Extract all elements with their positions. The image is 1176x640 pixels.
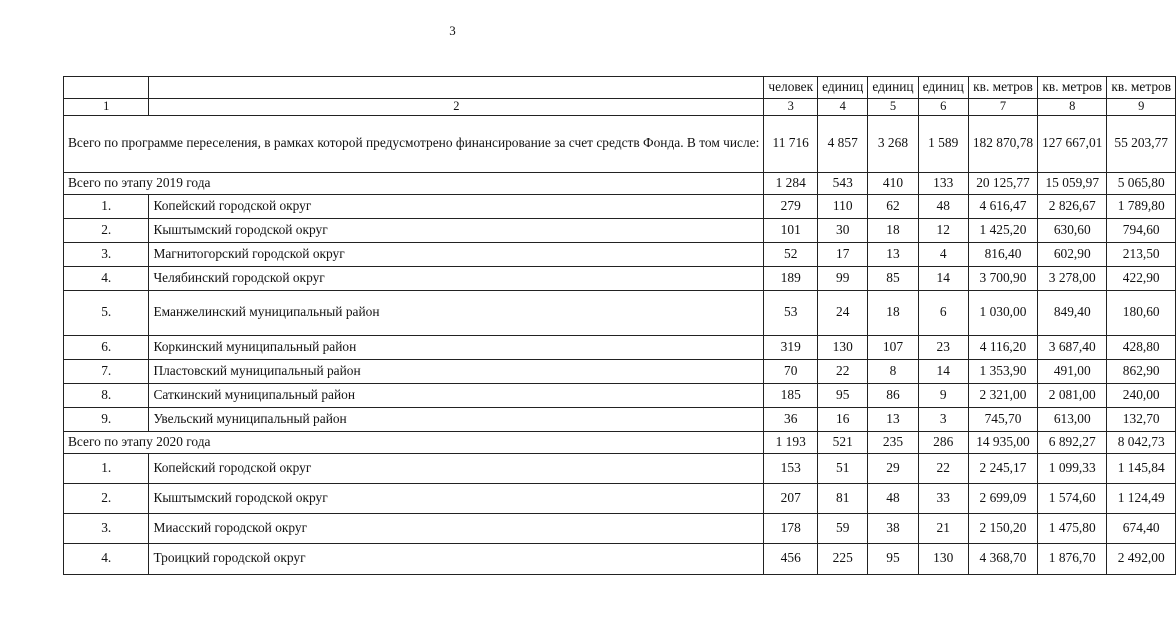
stage-value-cell: 133	[918, 172, 968, 194]
row-value-cell: 1 574,60	[1038, 483, 1107, 513]
stage-value-cell: 5 065,80	[1107, 172, 1176, 194]
units-header-row	[64, 77, 1176, 99]
row-value-cell: 130	[918, 543, 968, 574]
row-value-cell: 38	[868, 513, 918, 543]
row-number-cell: 8.	[64, 383, 149, 407]
row-value-cell: 185	[764, 383, 818, 407]
column-number-cell: 3	[764, 99, 818, 116]
row-value-cell: 794,60	[1107, 218, 1176, 242]
row-value-cell: 1 030,00	[968, 290, 1037, 335]
row-value-cell: 491,00	[1038, 359, 1107, 383]
page-number: 3	[449, 23, 456, 38]
row-value-cell: 13	[868, 242, 918, 266]
column-numbers-row	[64, 99, 1176, 116]
row-value-cell: 12	[918, 218, 968, 242]
row-value-cell: 1 425,20	[968, 218, 1037, 242]
municipality-name-cell: Пластовский муниципальный район	[149, 359, 764, 383]
stage-value-cell: 521	[818, 431, 868, 453]
row-value-cell: 16	[818, 407, 868, 431]
table-row	[64, 383, 1176, 407]
row-value-cell: 14	[918, 359, 968, 383]
municipality-name-cell: Копейский городской округ	[149, 194, 764, 218]
row-value-cell: 1 099,33	[1038, 453, 1107, 483]
column-number-cell: 4	[818, 99, 868, 116]
table-row	[64, 335, 1176, 359]
municipality-name-cell: Саткинский муниципальный район	[149, 383, 764, 407]
row-number-cell: 5.	[64, 290, 149, 335]
row-value-cell: 4 368,70	[968, 543, 1037, 574]
table-row	[64, 543, 1176, 574]
row-value-cell: 3 687,40	[1038, 335, 1107, 359]
table-row	[64, 194, 1176, 218]
table-row	[64, 407, 1176, 431]
row-value-cell: 86	[868, 383, 918, 407]
row-value-cell: 2 492,00	[1107, 543, 1176, 574]
row-value-cell: 70	[764, 359, 818, 383]
row-number-cell: 7.	[64, 359, 149, 383]
column-number-cell: 2	[149, 99, 764, 116]
row-value-cell: 3 278,00	[1038, 266, 1107, 290]
row-number-cell: 3.	[64, 513, 149, 543]
row-number-cell: 9.	[64, 407, 149, 431]
unit-header-cell: кв. метров	[1038, 77, 1107, 99]
row-value-cell: 602,90	[1038, 242, 1107, 266]
row-value-cell: 674,40	[1107, 513, 1176, 543]
row-value-cell: 2 321,00	[968, 383, 1037, 407]
row-value-cell: 2 826,67	[1038, 194, 1107, 218]
row-value-cell: 178	[764, 513, 818, 543]
stage-value-cell: 20 125,77	[968, 172, 1037, 194]
row-number-cell: 3.	[64, 242, 149, 266]
row-value-cell: 2 245,17	[968, 453, 1037, 483]
row-value-cell: 51	[818, 453, 868, 483]
row-value-cell: 1 353,90	[968, 359, 1037, 383]
unit-header-cell: единиц	[918, 77, 968, 99]
stage-label: Всего по этапу 2020 года	[64, 431, 764, 453]
municipality-name-cell: Магнитогорский городской округ	[149, 242, 764, 266]
table-row	[64, 453, 1176, 483]
column-number-cell: 1	[64, 99, 149, 116]
table-row	[64, 290, 1176, 335]
municipality-name-cell: Копейский городской округ	[149, 453, 764, 483]
row-value-cell: 240,00	[1107, 383, 1176, 407]
row-value-cell: 95	[818, 383, 868, 407]
row-value-cell: 630,60	[1038, 218, 1107, 242]
stage-value-cell: 286	[918, 431, 968, 453]
total-value-cell: 3 268	[868, 115, 918, 172]
row-value-cell: 2 699,09	[968, 483, 1037, 513]
row-value-cell: 18	[868, 218, 918, 242]
row-value-cell: 132,70	[1107, 407, 1176, 431]
row-value-cell: 456	[764, 543, 818, 574]
column-number-cell: 8	[1038, 99, 1107, 116]
row-value-cell: 422,90	[1107, 266, 1176, 290]
stage-value-cell: 6 892,27	[1038, 431, 1107, 453]
column-number-cell: 5	[868, 99, 918, 116]
column-number-cell: 9	[1107, 99, 1176, 116]
row-value-cell: 22	[818, 359, 868, 383]
stage-value-cell: 410	[868, 172, 918, 194]
row-number-cell: 4.	[64, 543, 149, 574]
row-value-cell: 428,80	[1107, 335, 1176, 359]
row-value-cell: 613,00	[1038, 407, 1107, 431]
total-value-cell: 1 589	[918, 115, 968, 172]
row-value-cell: 107	[868, 335, 918, 359]
total-value-cell: 4 857	[818, 115, 868, 172]
row-number-cell: 6.	[64, 335, 149, 359]
row-value-cell: 1 789,80	[1107, 194, 1176, 218]
row-number-cell: 4.	[64, 266, 149, 290]
stage-total-row	[64, 431, 1176, 453]
stage-value-cell: 8 042,73	[1107, 431, 1176, 453]
table-row	[64, 266, 1176, 290]
program-total-row	[64, 115, 1176, 172]
row-value-cell: 18	[868, 290, 918, 335]
row-value-cell: 4 116,20	[968, 335, 1037, 359]
row-value-cell: 1 475,80	[1038, 513, 1107, 543]
municipality-name-cell: Коркинский муниципальный район	[149, 335, 764, 359]
row-value-cell: 48	[868, 483, 918, 513]
column-number-cell: 6	[918, 99, 968, 116]
municipality-name-cell: Кыштымский городской округ	[149, 483, 764, 513]
row-value-cell: 816,40	[968, 242, 1037, 266]
unit-header-cell: единиц	[818, 77, 868, 99]
header-empty-cell	[64, 77, 149, 99]
municipality-name-cell: Еманжелинский муниципальный район	[149, 290, 764, 335]
row-value-cell: 213,50	[1107, 242, 1176, 266]
row-value-cell: 2 150,20	[968, 513, 1037, 543]
row-value-cell: 99	[818, 266, 868, 290]
row-value-cell: 53	[764, 290, 818, 335]
row-value-cell: 36	[764, 407, 818, 431]
municipality-name-cell: Челябинский городской округ	[149, 266, 764, 290]
row-value-cell: 225	[818, 543, 868, 574]
table-row	[64, 242, 1176, 266]
stage-label: Всего по этапу 2019 года	[64, 172, 764, 194]
row-number-cell: 1.	[64, 194, 149, 218]
row-value-cell: 3 700,90	[968, 266, 1037, 290]
row-value-cell: 189	[764, 266, 818, 290]
stage-value-cell: 1 193	[764, 431, 818, 453]
row-value-cell: 30	[818, 218, 868, 242]
stage-value-cell: 1 284	[764, 172, 818, 194]
row-value-cell: 6	[918, 290, 968, 335]
row-value-cell: 2 081,00	[1038, 383, 1107, 407]
stage-value-cell: 14 935,00	[968, 431, 1037, 453]
row-value-cell: 207	[764, 483, 818, 513]
row-value-cell: 59	[818, 513, 868, 543]
row-value-cell: 33	[918, 483, 968, 513]
row-value-cell: 862,90	[1107, 359, 1176, 383]
row-value-cell: 319	[764, 335, 818, 359]
municipality-name-cell: Миасский городской округ	[149, 513, 764, 543]
row-value-cell: 279	[764, 194, 818, 218]
row-value-cell: 8	[868, 359, 918, 383]
row-value-cell: 29	[868, 453, 918, 483]
row-value-cell: 85	[868, 266, 918, 290]
row-value-cell: 130	[818, 335, 868, 359]
row-value-cell: 101	[764, 218, 818, 242]
row-value-cell: 22	[918, 453, 968, 483]
row-value-cell: 48	[918, 194, 968, 218]
total-value-cell: 182 870,78	[968, 115, 1037, 172]
header-empty-cell	[149, 77, 764, 99]
row-value-cell: 24	[818, 290, 868, 335]
table-row	[64, 513, 1176, 543]
row-value-cell: 4	[918, 242, 968, 266]
resettlement-table	[63, 76, 1176, 575]
row-number-cell: 2.	[64, 483, 149, 513]
row-value-cell: 9	[918, 383, 968, 407]
row-value-cell: 3	[918, 407, 968, 431]
column-number-cell: 7	[968, 99, 1037, 116]
table-row	[64, 359, 1176, 383]
row-value-cell: 14	[918, 266, 968, 290]
row-value-cell: 52	[764, 242, 818, 266]
total-value-cell: 11 716	[764, 115, 818, 172]
row-number-cell: 1.	[64, 453, 149, 483]
row-value-cell: 110	[818, 194, 868, 218]
row-value-cell: 21	[918, 513, 968, 543]
row-value-cell: 62	[868, 194, 918, 218]
row-value-cell: 1 124,49	[1107, 483, 1176, 513]
stage-value-cell: 15 059,97	[1038, 172, 1107, 194]
municipality-name-cell: Увельский муниципальный район	[149, 407, 764, 431]
row-value-cell: 1 876,70	[1038, 543, 1107, 574]
row-value-cell: 4 616,47	[968, 194, 1037, 218]
program-total-label: Всего по программе переселения, в рамках которой предусмотрено финансирование за счет средств Фонда. В том числе:	[64, 115, 764, 172]
municipality-name-cell: Кыштымский городской округ	[149, 218, 764, 242]
municipality-name-cell: Троицкий городской округ	[149, 543, 764, 574]
row-value-cell: 1 145,84	[1107, 453, 1176, 483]
table-row	[64, 483, 1176, 513]
row-number-cell: 2.	[64, 218, 149, 242]
row-value-cell: 95	[868, 543, 918, 574]
row-value-cell: 849,40	[1038, 290, 1107, 335]
unit-header-cell: единиц	[868, 77, 918, 99]
row-value-cell: 17	[818, 242, 868, 266]
total-value-cell: 55 203,77	[1107, 115, 1176, 172]
row-value-cell: 745,70	[968, 407, 1037, 431]
total-value-cell: 127 667,01	[1038, 115, 1107, 172]
row-value-cell: 180,60	[1107, 290, 1176, 335]
row-value-cell: 13	[868, 407, 918, 431]
unit-header-cell: человек	[764, 77, 818, 99]
stage-value-cell: 235	[868, 431, 918, 453]
stage-total-row	[64, 172, 1176, 194]
row-value-cell: 153	[764, 453, 818, 483]
stage-value-cell: 543	[818, 172, 868, 194]
row-value-cell: 23	[918, 335, 968, 359]
unit-header-cell: кв. метров	[1107, 77, 1176, 99]
table-row	[64, 218, 1176, 242]
unit-header-cell: кв. метров	[968, 77, 1037, 99]
row-value-cell: 81	[818, 483, 868, 513]
